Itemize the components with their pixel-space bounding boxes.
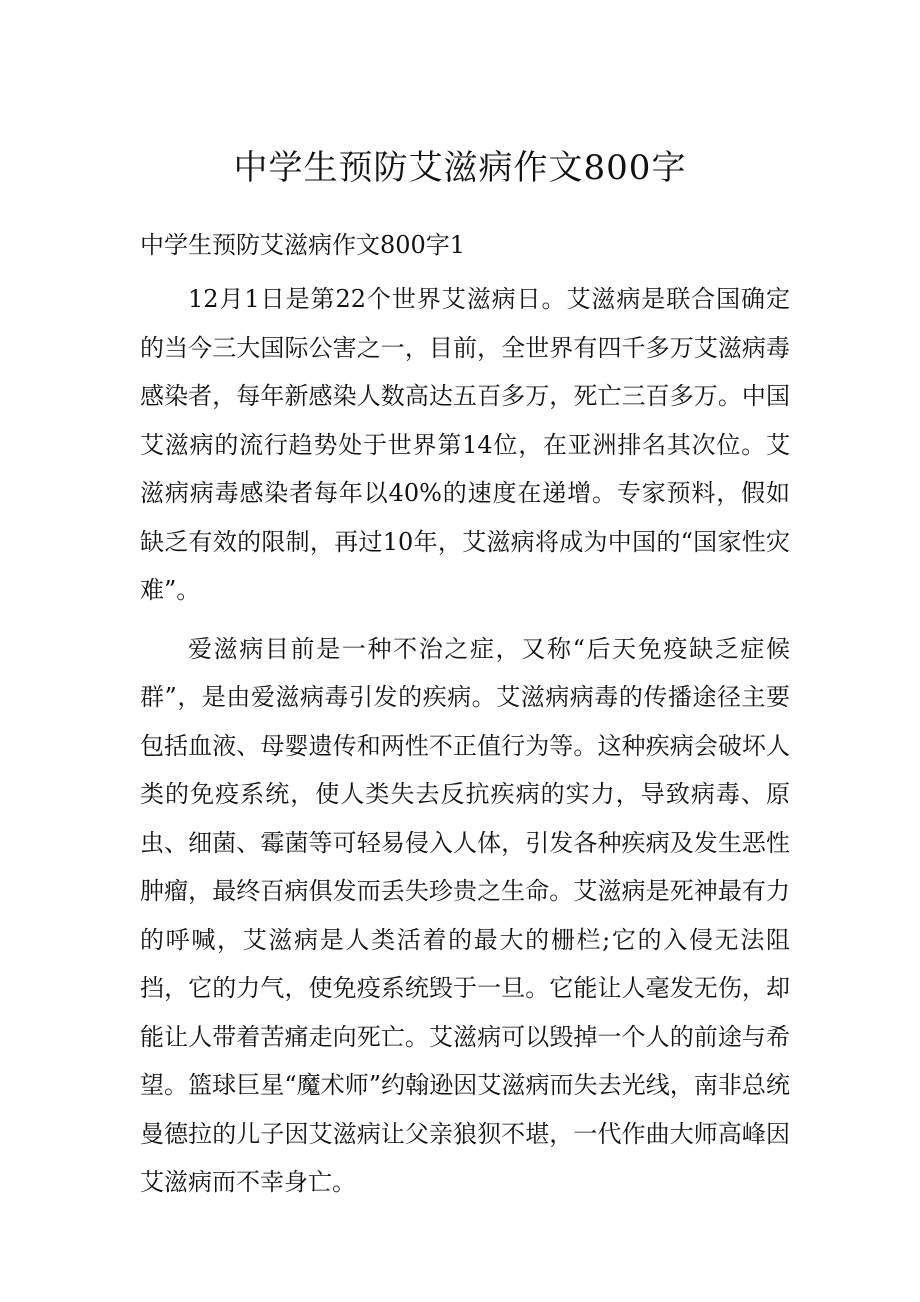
paragraph-2: 爱滋病目前是一种不治之症，又称“后天免疫缺乏症候群”，是由爱滋病毒引发的疾病。艾滋病病毒的传播途径主要包括血液、母婴遗传和两性不正值行为等。这种疾病会破坏人类的免疫系统，使人类失去反抗疾病的实力，导致病毒、原虫、细菌、霉菌等可轻易侵入人体，引发各种疾病及发生恶性肿瘤，最终百病俱发而丢失珍贵之生命。艾滋病是死神最有力的呼喊，艾滋病是人类活着的最大的栅栏;它的入侵无法阻挡，它的力气，使免疫系统毁于一旦。它能让人毫发无伤，却能让人带着苦痛走向死亡。艾滋病可以毁掉一个人的前途与希望。篮球巨星“魔术师”约翰逊因艾滋病而失去光线，南非总统曼德拉的儿子因艾滋病让父亲狼狈不堪，一代作曲大师高峰因艾滋病而不幸身亡。 — [140, 634, 790, 1196]
document-title: 中学生预防艾滋病作文800字 — [233, 148, 687, 188]
paragraph-1: 12月1日是第22个世界艾滋病日。艾滋病是联合国确定的当今三大国际公害之一，目前，全世界有四千多万艾滋病毒感染者，每年新感染人数高达五百多万，死亡三百多万。中国艾滋病的流行趋势处于世界第14位，在亚洲排名其次位。艾滋病病毒感染者每年以40%的速度在递增。专家预料，假如缺乏有效的限制，再过10年，艾滋病将成为中国的“国家性灾难”。 — [140, 285, 790, 604]
document-body — [140, 275, 790, 1217]
section-heading: 中学生预防艾滋病作文800字1 — [140, 231, 466, 259]
